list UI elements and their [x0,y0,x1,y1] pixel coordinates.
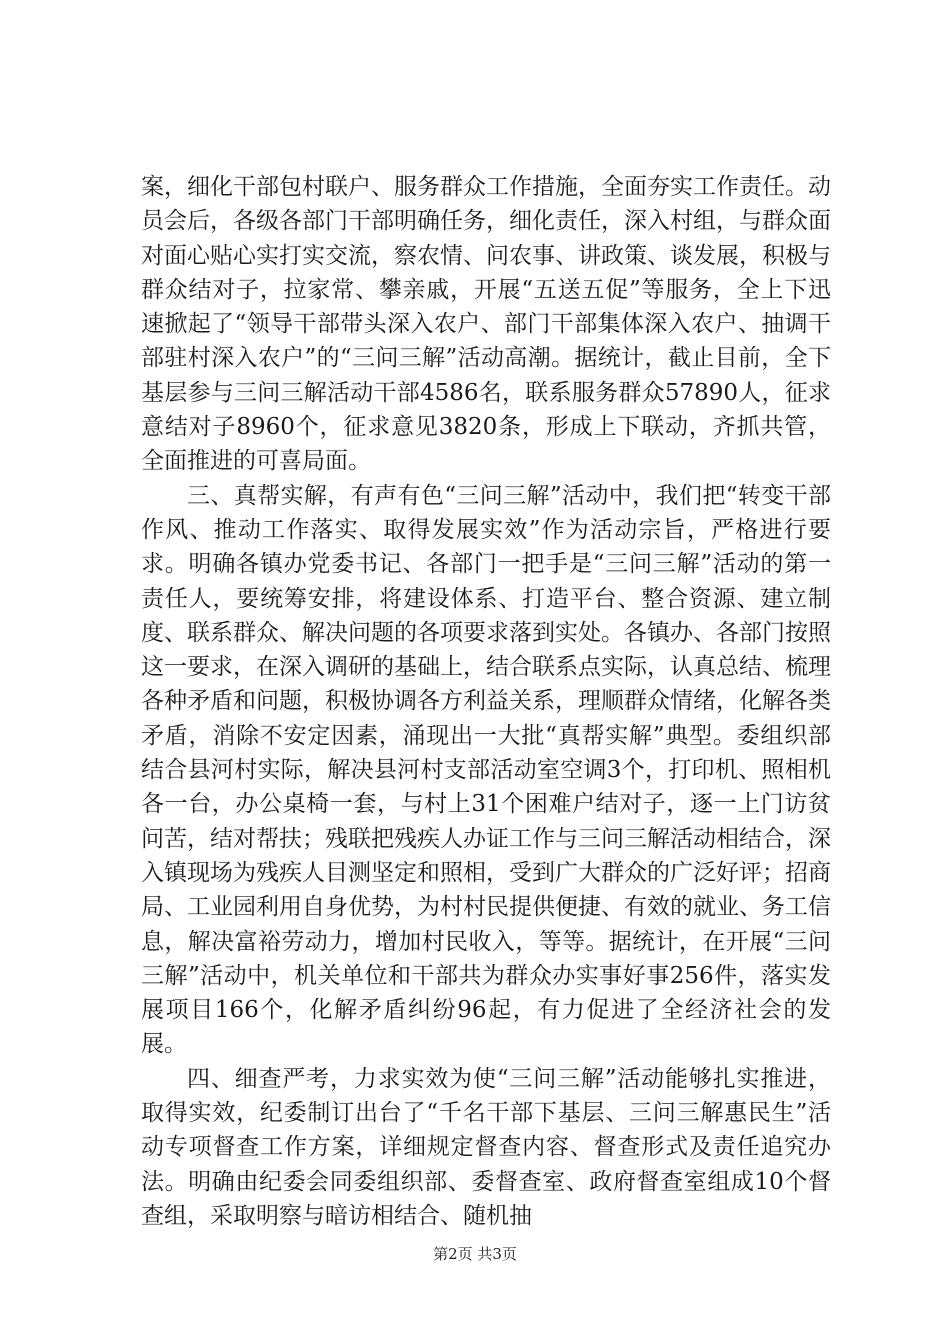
paragraph-1: 案，细化干部包村联户、服务群众工作措施，全面夯实工作责任。动员会后，各级各部门干部明确任务，细化责任，深入村组，与群众面对面心贴心实打实交流，察农情、问农事、讲政策、谈发展，积极与群众结对子，拉家常、攀亲戚，开展“五送五促”等服务，全上下迅速掀起了“领导干部带头深入农户、部门干部集体深入农户、抽调干部驻村深入农户”的“三问三解”活动高潮。据统计，截止目前，全下基层参与三问三解活动干部4586名，联系服务群众57890人，征求意结对子8960个，征求意见3820条，形成上下联动，齐抓共管，全面推进的可喜局面。 [141,174,831,475]
body-text [141,170,831,1233]
paragraph-2: 三、真帮实解，有声有色“三问三解”活动中，我们把“转变干部作风、推动工作落实、取得发展实效”作为活动宗旨，严格进行要求。明确各镇办党委书记、各部门一把手是“三问三解”活动的第一责任人，要统筹安排，将建设体系、打造平台、整合资源、建立制度、联系群众、解决问题的各项要求落到实处。各镇办、各部门按照这一要求，在深入调研的基础上，结合联系点实际，认真总结、梳理各种矛盾和问题，积极协调各方利益关系，理顺群众情绪，化解各类矛盾，消除不安定因素，涌现出一大批“真帮实解”典型。委组织部结合县河村实际，解决县河村支部活动室空调3个，打印机、照相机各一台，办公桌椅一套，与村上31个困难户结对子，逐一上门访贫问苦，结对帮扶；残联把残疾人办证工作与三问三解活动相结合，深入镇现场为残疾人目测坚定和照相，受到广大群众的广泛好评；招商局、工业园利用自身优势，为村村民提供便捷、有效的就业、务工信息，解决富裕劳动力，增加村民收入，等等。据统计，在开展“三问三解”活动中，机关单位和干部共为群众办实事好事256件，落实发展项目166个，化解矛盾纠纷96起，有力促进了全经济社会的发展。 [141,482,831,1058]
page-footer: 第2页 共3页 [433,1245,517,1263]
paragraph-3: 四、细查严考，力求实效为使“三问三解”活动能够扎实推进，取得实效，纪委制订出台了“千名干部下基层、三问三解惠民生”活动专项督查工作方案，详细规定督查内容、督查形式及责任追究办法。明确由纪委会同委组织部、委督查室、政府督查室组成10个督查组，采取明察与暗访相结合、随机抽 [141,1065,831,1229]
